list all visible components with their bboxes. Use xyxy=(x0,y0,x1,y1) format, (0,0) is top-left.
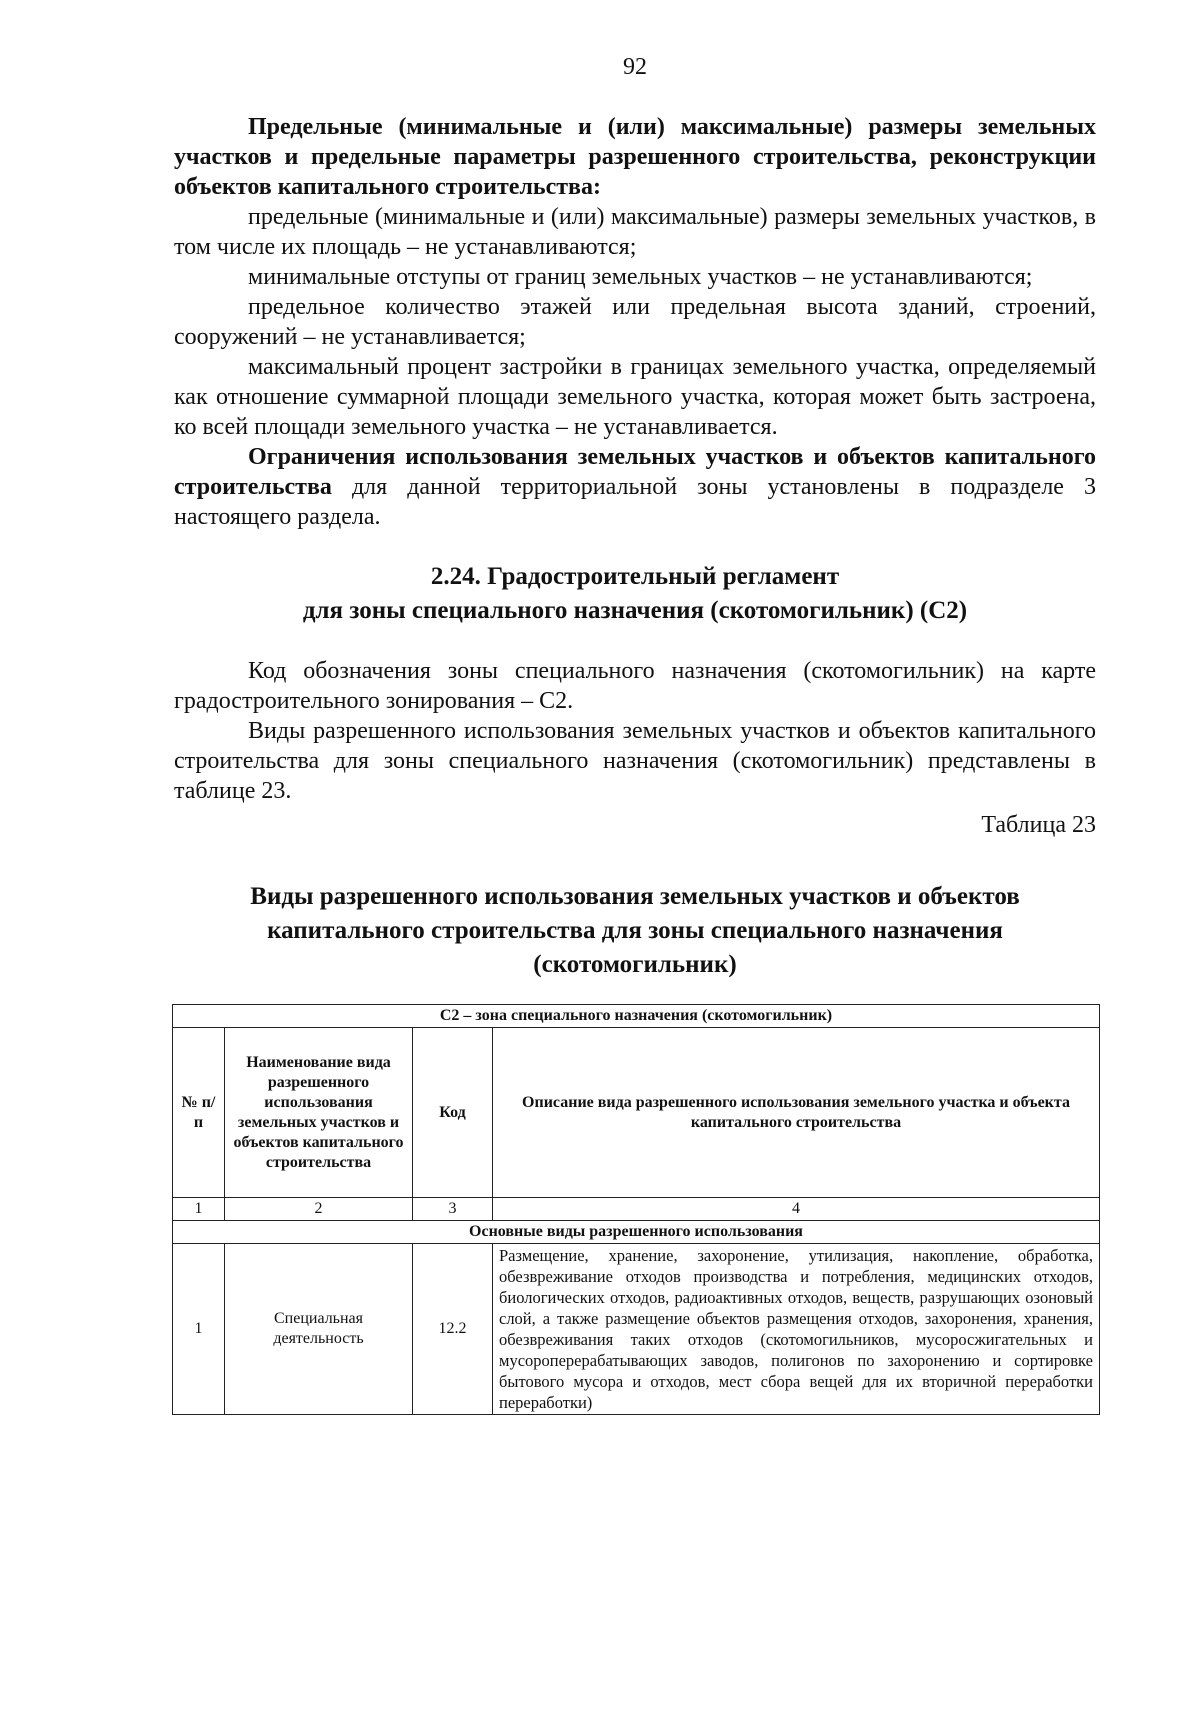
limits-item: максимальный процент застройки в границах земельного участка, определяемый как отношение суммарной площади земельного участка, которая может быть застроена, ко всей площади земельного участка – не устанавливается. xyxy=(174,354,1096,440)
limits-item: предельные (минимальные и (или) максимальные) размеры земельных участков, в том числе их площадь – не устанавливаются; xyxy=(174,204,1096,260)
col-code-header: Код xyxy=(413,1028,493,1198)
table-title: Виды разрешенного использования земельных участков и объектов капитального строительства для зоны специального назначения (скотомогильник) xyxy=(250,883,1020,978)
section-title xyxy=(174,560,1096,628)
row-desc-cell: Размещение, хранение, захоронение, утилизация, накопление, обработка, обезвреживание отходов производства и потребления, медицинских отходов, биологических отходов, радиоактивных отходов, веществ, разрушающих озоновый слой, а также размещение объектов размещения отходов, захоронения, хранения, обезвреживания таких отходов (скотомогильников, мусоросжигательных и мусороперерабатывающих заводов, полигонов по захоронению и сортировке бытового мусора и отходов, мест сбора вещей для их вторичной переработки переработки) xyxy=(493,1244,1100,1415)
row-name-cell: Специальная деятельность xyxy=(225,1244,413,1415)
basic-uses-group-row: Основные виды разрешенного использования xyxy=(173,1221,1100,1244)
restrictions-rest: для данной территориальной зоны установлены в подразделе 3 настоящего раздела. xyxy=(174,474,1096,530)
zone-types-paragraph: Виды разрешенного использования земельных участков и объектов капитального строительства для зоны специального назначения (скотомогильник) представлены в таблице 23. xyxy=(174,718,1096,804)
zone-code-paragraph: Код обозначения зоны специального назначения (скотомогильник) на карте градостроительного зонирования – С2. xyxy=(174,658,1096,714)
document-page xyxy=(174,52,1096,1415)
limits-item: предельное количество этажей или предельная высота зданий, строений, сооружений – не устанавливается; xyxy=(174,294,1096,350)
permitted-use-table xyxy=(172,1004,1100,1415)
page-number: 92 xyxy=(623,54,647,80)
table-row xyxy=(173,1244,1100,1415)
restrictions-paragraph xyxy=(174,442,1096,532)
zone-header-cell: С2 – зона специального назначения (скотомогильник) xyxy=(173,1005,1100,1028)
row-code-cell: 12.2 xyxy=(413,1244,493,1415)
col-index-cell: 3 xyxy=(413,1198,493,1221)
limits-item: минимальные отступы от границ земельных участков – не устанавливаются; xyxy=(248,264,1033,290)
col-name-header: Наименование вида разрешенного использования земельных участков и объектов капитального строительства xyxy=(225,1028,413,1198)
col-index-cell: 1 xyxy=(173,1198,225,1221)
row-num-cell: 1 xyxy=(173,1244,225,1415)
limits-heading: Предельные (минимальные и (или) максимальные) размеры земельных участков и предельные параметры разрешенного строительства, реконструкции объектов капитального строительства: xyxy=(174,114,1096,200)
section-title-line2: для зоны специального назначения (скотомогильник) (С2) xyxy=(302,597,968,624)
col-desc-header: Описание вида разрешенного использования земельного участка и объекта капитального строительства xyxy=(493,1028,1100,1198)
table-label: Таблица 23 xyxy=(981,812,1096,838)
col-num-header: № п/п xyxy=(173,1028,225,1198)
section-title-line1: 2.24. Градостроительный регламент xyxy=(430,563,840,590)
col-index-cell: 2 xyxy=(225,1198,413,1221)
col-index-cell: 4 xyxy=(493,1198,1100,1221)
restrictions-bold: Ограничения использования земельных участков и объектов капитального строительства xyxy=(174,444,1096,500)
